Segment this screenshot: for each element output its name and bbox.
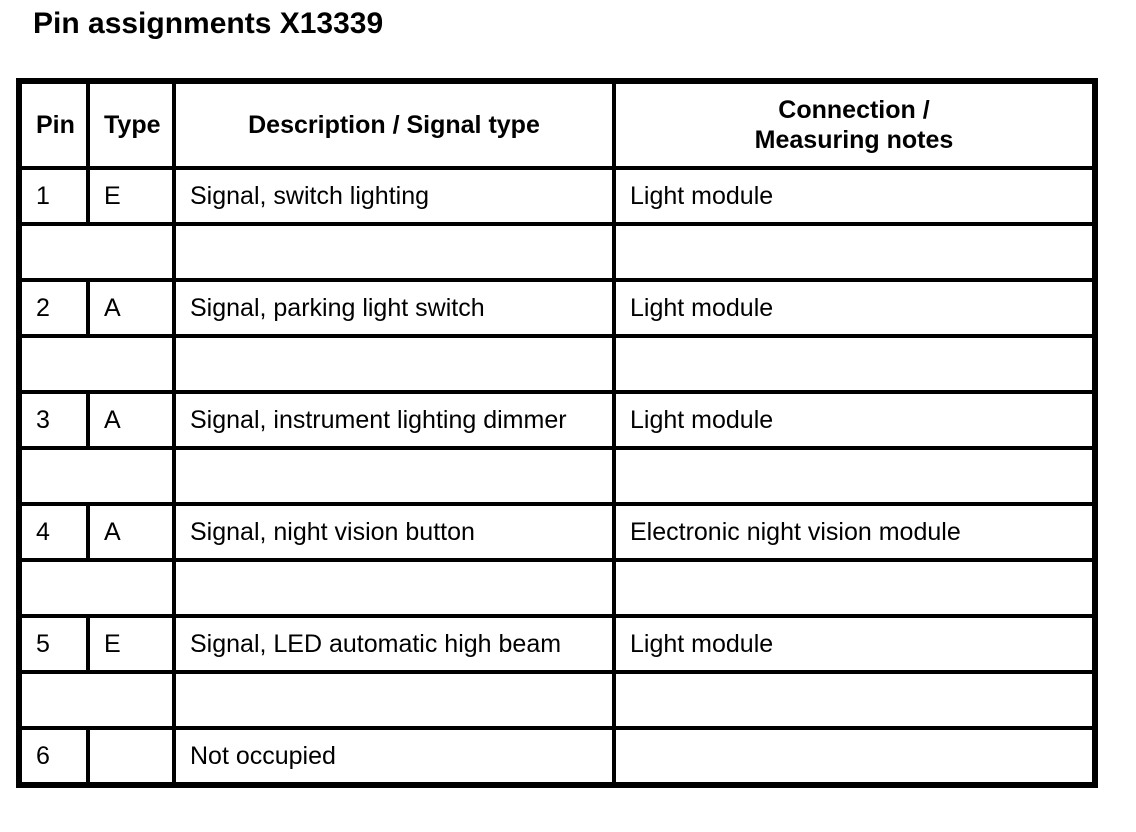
cell-pin: 6 [20, 728, 88, 784]
spacer-cell [614, 560, 1094, 616]
cell-connection: Light module [614, 616, 1094, 672]
spacer-cell [174, 560, 614, 616]
cell-type: E [88, 616, 174, 672]
page-title: Pin assignments X13339 [33, 7, 384, 40]
cell-pin: 1 [20, 168, 88, 224]
spacer-cell [20, 224, 174, 280]
table-spacer-row [20, 672, 1094, 728]
spacer-cell [174, 336, 614, 392]
cell-type: A [88, 392, 174, 448]
table-spacer-row [20, 448, 1094, 504]
cell-description: Signal, parking light switch [174, 280, 614, 336]
table-spacer-row [20, 560, 1094, 616]
table-spacer-row [20, 336, 1094, 392]
cell-connection: Electronic night vision module [614, 504, 1094, 560]
cell-type: E [88, 168, 174, 224]
spacer-cell [174, 448, 614, 504]
spacer-cell [20, 672, 174, 728]
cell-pin: 4 [20, 504, 88, 560]
cell-description: Signal, switch lighting [174, 168, 614, 224]
cell-description: Signal, instrument lighting dimmer [174, 392, 614, 448]
spacer-cell [20, 560, 174, 616]
spacer-cell [20, 336, 174, 392]
cell-pin: 3 [20, 392, 88, 448]
cell-connection: Light module [614, 280, 1094, 336]
table-row [20, 168, 1094, 224]
header-connection-line2: Measuring notes [754, 126, 954, 154]
header-connection-line1: Connection / [778, 96, 930, 124]
table-row [20, 280, 1094, 336]
table-row [20, 392, 1094, 448]
cell-description: Signal, night vision button [174, 504, 614, 560]
header-type: Type [88, 82, 174, 168]
cell-type: A [88, 280, 174, 336]
pin-assignment-table [16, 78, 1098, 788]
header-pin: Pin [20, 82, 88, 168]
table-header-row [20, 82, 1094, 168]
cell-connection: Light module [614, 392, 1094, 448]
spacer-cell [614, 672, 1094, 728]
header-connection [614, 82, 1094, 168]
spacer-cell [614, 336, 1094, 392]
spacer-cell [614, 448, 1094, 504]
cell-description: Not occupied [174, 728, 614, 784]
cell-connection [614, 728, 1094, 784]
cell-type [88, 728, 174, 784]
table-spacer-row [20, 224, 1094, 280]
table-row [20, 616, 1094, 672]
table-row [20, 728, 1094, 784]
spacer-cell [174, 224, 614, 280]
cell-pin: 5 [20, 616, 88, 672]
spacer-cell [174, 672, 614, 728]
table-row [20, 504, 1094, 560]
cell-connection: Light module [614, 168, 1094, 224]
cell-type: A [88, 504, 174, 560]
spacer-cell [614, 224, 1094, 280]
cell-description: Signal, LED automatic high beam [174, 616, 614, 672]
spacer-cell [20, 448, 174, 504]
cell-pin: 2 [20, 280, 88, 336]
header-description: Description / Signal type [174, 82, 614, 168]
